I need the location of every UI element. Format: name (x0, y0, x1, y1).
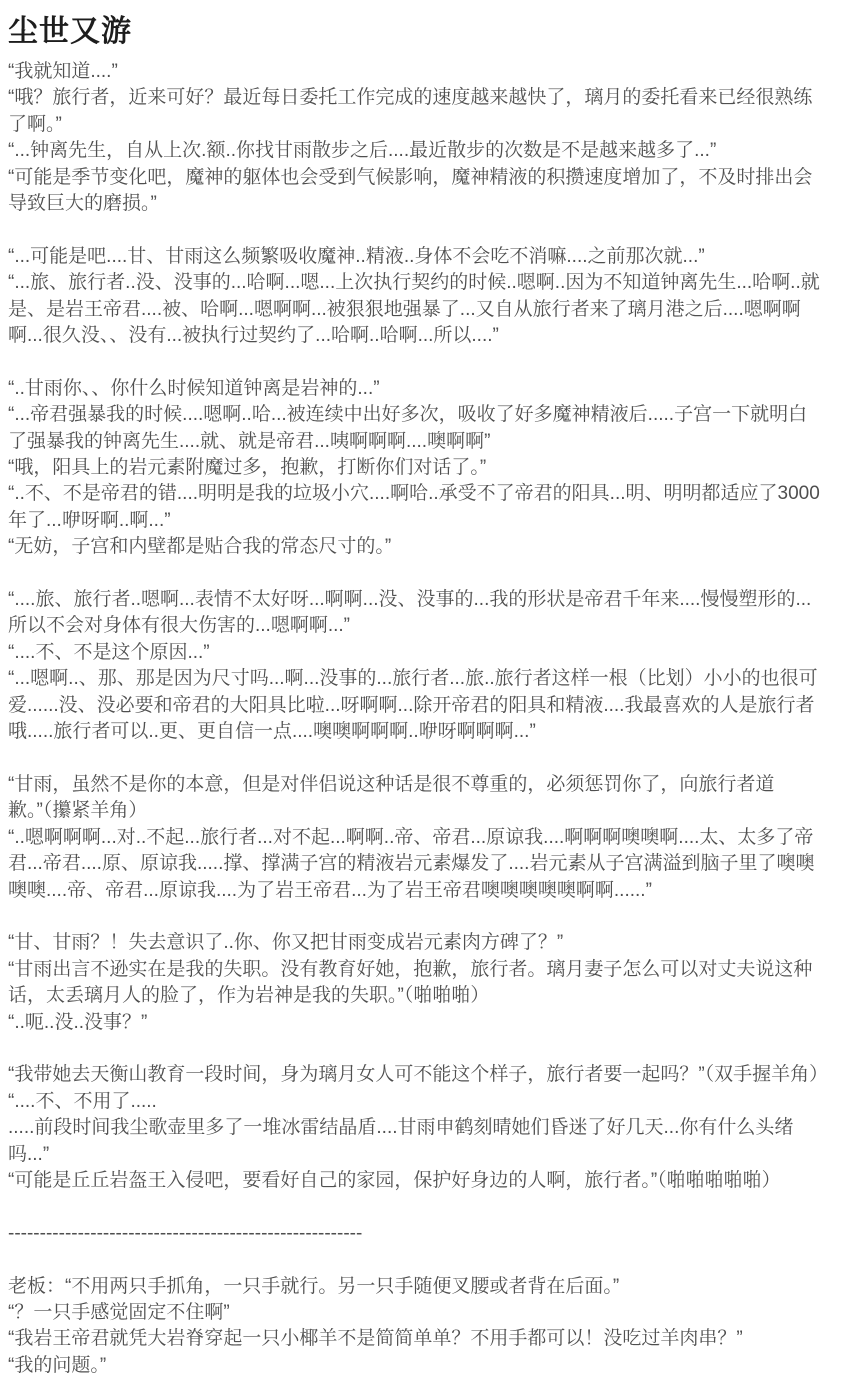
story-line: “可能是丘丘岩盔王入侵吧，要看好自己的家园，保护好身边的人啊，旅行者。”（啪啪啪啪啪） (8, 1169, 781, 1191)
story-line: “....不、不用了..... (8, 1090, 157, 1112)
story-line: “...旅、旅行者..没、没事的...哈啊...嗯...上次执行契约的时候..嗯啊..因为不知道钟离先生...哈啊..就是、是岩王帝君....被、哈啊...嗯啊啊...被狠狠地强暴了...又自从旅行者来了璃月港之后....嗯啊啊啊...很久没、、没有...被执行过契约了...哈啊..哈啊...所以....” (8, 272, 820, 347)
story-line: “可能是季节变化吧，魔神的躯体也会受到气候影响，魔神精液的积攒速度增加了，不及时排出会导致巨大的磨损。” (8, 166, 813, 215)
blank-line (8, 1247, 826, 1273)
story-line: “..嗯啊啊啊...对..不起...旅行者...对不起...啊啊..帝、帝君...原谅我....啊啊啊噢噢啊....太、太多了帝君...帝君....原、原谅我.....撑、撑满子宫的精液岩元素爆发了....岩元素从子宫满溢到脑子里了噢噢噢噢....帝、帝君...原谅我....为了岩王帝君...为了岩王帝君噢噢噢噢噢啊啊......” (8, 826, 815, 901)
story-line: “....旅、旅行者..嗯啊...表情不太好呀...啊啊...没、没事的...我的形状是帝君千年来....慢慢塑形的...所以不会对身体有很大伤害的...嗯啊啊...” (8, 589, 812, 637)
blank-line (8, 561, 826, 587)
blank-line (8, 904, 826, 930)
story-line: “甘雨出言不逊实在是我的失职。没有教育好她，抱歉，旅行者。璃月妻子怎么可以对丈夫说这种话，太丢璃月人的脸了，作为岩神是我的失职。”（啪啪啪） (8, 958, 813, 1007)
blank-line (8, 746, 826, 772)
story-line: “我岩王帝君就凭大岩脊穿起一只小椰羊不是简简单单？不用手都可以！没吃过羊肉串？” (8, 1328, 743, 1350)
story-line: “我的问题。” (8, 1354, 107, 1376)
story-line: .....前段时间我尘歌壶里多了一堆冰雷结晶盾....甘雨申鹤刻晴她们昏迷了好几天...你有什么头绪吗...” (8, 1117, 794, 1165)
story-line: “...钟离先生，自从上次.额..你找甘雨散步之后....最近散步的次数是不是越来越多了...” (8, 140, 717, 162)
story-line: “哦？旅行者，近来可好？最近每日委托工作完成的速度越来越快了，璃月的委托看来已经很熟练了啊。” (8, 87, 813, 135)
story-line: “..呃..没..没事？” (8, 1011, 148, 1033)
story-line: “....不、不是这个原因...” (8, 641, 210, 663)
blank-line (8, 349, 826, 375)
story-line: “...可能是吧....甘、甘雨这么频繁吸收魔神..精液..身体不会吃不消嘛....之前那次就...” (8, 245, 705, 267)
page-title: 尘世又游 (8, 15, 132, 48)
story-line: “无妨，子宫和内壁都是贴合我的常态尺寸的。” (8, 536, 392, 558)
blank-line (8, 217, 826, 243)
blank-line (8, 1194, 826, 1220)
story-line: “..甘雨你、、你什么时候知道钟离是岩神的...” (8, 377, 380, 399)
story-line: “..不、不是帝君的错....明明是我的垃圾小穴....啊哈..承受不了帝君的阳具...明、明明都适应了3000年了...咿呀啊..啊...” (8, 483, 820, 531)
blank-line (8, 1036, 826, 1062)
separator-line: -------------------------------------------------------- (8, 1222, 363, 1244)
story-line: 老板：“不用两只手抓角，一只手就行。另一只手随便叉腰或者背在后面。” (8, 1275, 620, 1297)
story-line: “我带她去天衡山教育一段时间，身为璃月女人可不能这个样子，旅行者要一起吗？”（双手握羊角） (8, 1064, 829, 1086)
story-line: “甘、甘雨？！失去意识了..你、你又把甘雨变成岩元素肉方碑了？” (8, 932, 564, 954)
story-line: “甘雨，虽然不是你的本意，但是对伴侣说这种话是很不尊重的，必须惩罚你了，向旅行者道歉。”（攥紧羊角） (8, 773, 775, 822)
story-line: “哦，阳具上的岩元素附魔过多，抱歉，打断你们对话了。” (8, 457, 487, 479)
story-line: “？一只手感觉固定不住啊” (8, 1301, 230, 1323)
story-line: “...嗯啊..、那、那是因为尺寸吗...啊...没事的...旅行者...旅..旅行者这样一根（比划）小小的也很可爱......没、没必要和帝君的大阳具比啦...呀啊啊...除开帝君的阳具和精液....我最喜欢的人是旅行者哦.....旅行者可以..更、更自信一点....噢噢啊啊啊..咿呀啊啊啊...” (8, 668, 818, 743)
story-line: “我就知道....” (8, 61, 118, 82)
story-line: “...帝君强暴我的时候....嗯啊..哈...被连续中出好多次，吸收了好多魔神精液后.....子宫一下就明白了强暴我的钟离先生....就、就是帝君...咦啊啊啊....噢啊啊” (8, 404, 808, 452)
